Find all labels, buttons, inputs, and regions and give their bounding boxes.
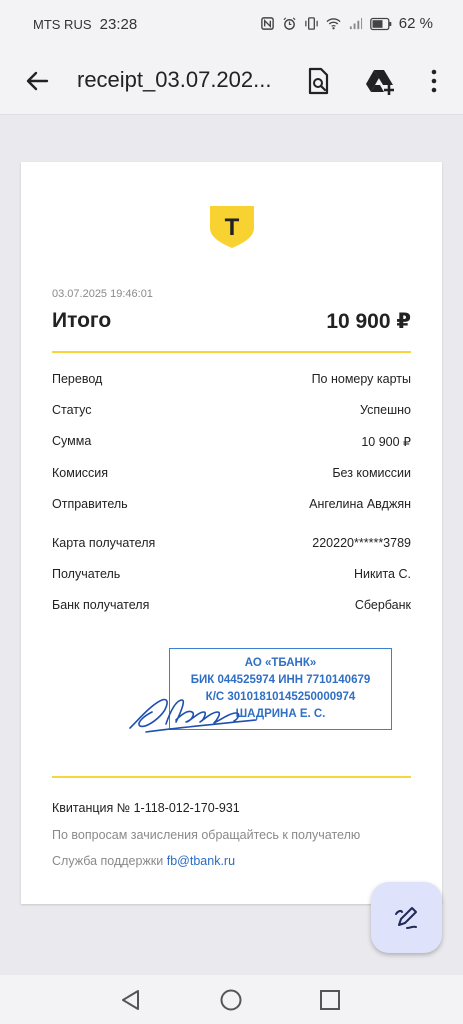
vibrate-icon — [304, 16, 319, 31]
detail-row — [52, 432, 411, 452]
more-vert-icon[interactable] — [418, 65, 450, 97]
detail-row — [52, 464, 411, 484]
status-left — [33, 16, 137, 33]
detail-row — [52, 495, 411, 515]
detail-key: Статус — [52, 403, 92, 417]
status-right — [260, 15, 433, 32]
detail-key: Карта получателя — [52, 536, 156, 550]
nfc-icon — [260, 16, 275, 31]
battery-icon — [370, 17, 392, 31]
detail-row — [52, 534, 411, 554]
detail-value: 10 900 ₽ — [361, 435, 411, 449]
detail-value: Сбербанк — [354, 598, 411, 612]
google-drive-add-icon[interactable] — [364, 65, 396, 97]
draw-pen-icon — [393, 904, 420, 931]
detail-key: Банк получателя — [52, 598, 150, 612]
back-arrow-icon[interactable] — [22, 66, 52, 96]
detail-row — [52, 596, 411, 616]
stamp-line: БИК 044525974 ИНН 7710140679 — [190, 674, 371, 686]
support-email-link[interactable]: fb@tbank.ru — [166, 854, 236, 868]
clock: 23:28 — [99, 16, 138, 33]
detail-key: Отправитель — [52, 497, 128, 511]
stamp-line: К/С 30101810145250000974 — [205, 691, 356, 703]
detail-row — [52, 565, 411, 585]
detail-row — [52, 401, 411, 421]
detail-value: Никита С. — [354, 567, 411, 581]
receipt-page — [21, 162, 442, 904]
detail-key: Получатель — [52, 567, 121, 581]
stamp-line: ШАДРИНА Е. С. — [235, 708, 326, 720]
detail-key: Перевод — [52, 372, 103, 386]
questions-note: По вопросам зачисления обращайтесь к получателю — [52, 828, 361, 842]
system-nav-bar — [0, 975, 463, 1024]
divider-bottom — [52, 776, 411, 778]
total-amount: 10 900 ₽ — [326, 310, 411, 333]
receipt-datetime: 03.07.2025 19:46:01 — [52, 288, 153, 300]
nav-back-icon[interactable] — [118, 987, 144, 1013]
signature-icon — [126, 684, 266, 739]
support-label: Служба поддержки — [52, 854, 164, 868]
detail-value: Без комиссии — [332, 466, 411, 480]
annotate-fab-button[interactable] — [371, 882, 442, 953]
document-title: receipt_03.07.202... — [77, 67, 272, 92]
support-line — [52, 854, 235, 868]
divider-top — [52, 351, 411, 353]
nav-recents-icon[interactable] — [317, 987, 343, 1013]
detail-key: Комиссия — [52, 466, 109, 480]
detail-value: Успешно — [360, 403, 411, 417]
detail-value: По номеру карты — [311, 372, 411, 386]
status-bar — [0, 0, 463, 50]
carrier-label: MTS RUS — [33, 17, 92, 32]
wifi-icon — [326, 16, 341, 31]
receipt-number: Квитанция № 1-118-012-170-931 — [52, 801, 240, 815]
document-search-icon[interactable] — [302, 65, 334, 97]
detail-value: Ангелина Авджян — [309, 497, 411, 511]
nav-home-icon[interactable] — [218, 987, 244, 1013]
logo-letter: T — [224, 214, 240, 241]
app-bar — [0, 50, 463, 115]
stamp-line: АО «ТБАНК» — [244, 657, 317, 669]
tbank-logo-icon — [208, 204, 256, 250]
total-label: Итого — [52, 309, 112, 332]
detail-value: 220220******3789 — [312, 536, 411, 550]
battery-percent: 62 % — [398, 15, 433, 32]
alarm-icon — [282, 16, 297, 31]
detail-row — [52, 370, 411, 390]
detail-key: Сумма — [52, 434, 92, 448]
signal-icon — [348, 16, 363, 31]
